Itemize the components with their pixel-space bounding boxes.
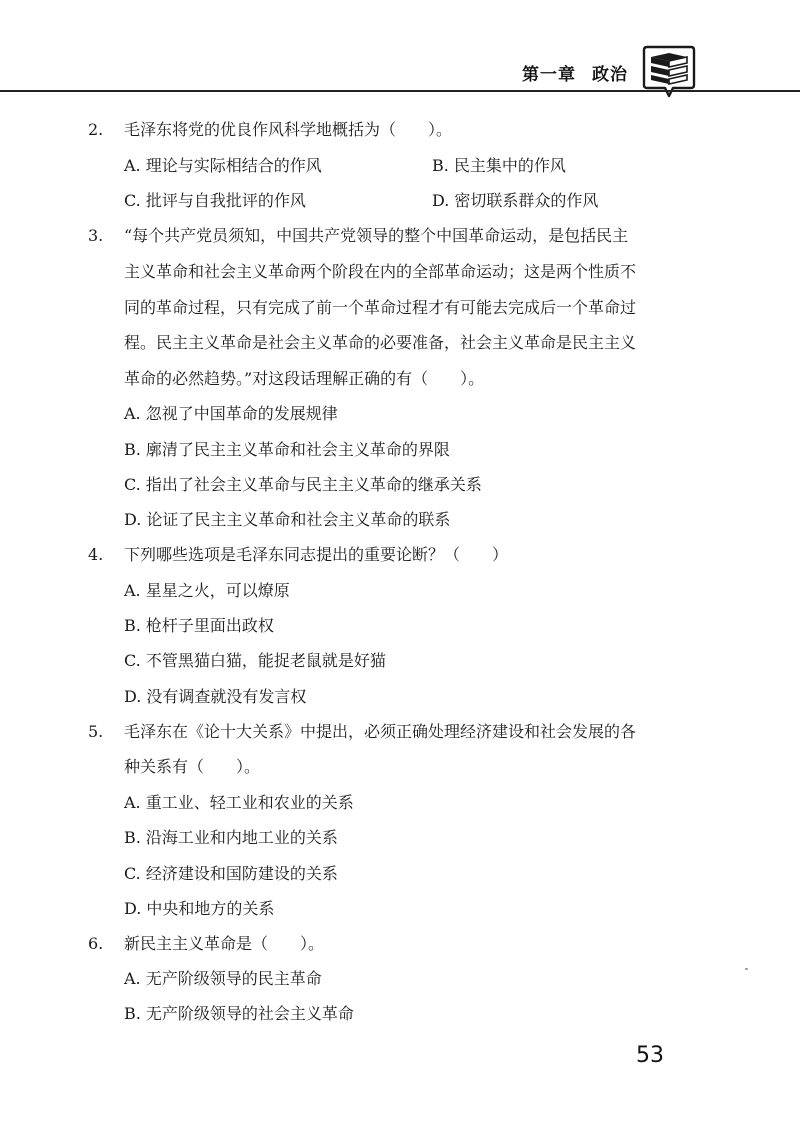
- page-header: [0, 0, 800, 110]
- question-stem-line: 毛泽东在《论十大关系》中提出，必须正确处理经济建设和社会发展的各: [124, 722, 637, 741]
- question-option: C. 指出了社会主义革命与民主主义革命的继承关系: [124, 475, 482, 494]
- question-number: 6.: [88, 934, 104, 953]
- question-stem-line: “每个共产党员须知，中国共产党领导的整个中国革命运动，是包括民主: [124, 226, 629, 245]
- question-option: C. 经济建设和国防建设的关系: [124, 864, 338, 883]
- section-label: 政治: [592, 65, 628, 85]
- question-option: A. 星星之火，可以燎原: [124, 581, 290, 600]
- question-option: B. 廓清了民主主义革命和社会主义革命的界限: [124, 440, 450, 459]
- question-option: D. 论证了民主主义革命和社会主义革命的联系: [124, 510, 451, 529]
- question-number: 4.: [88, 545, 104, 564]
- question-stem-line: 新民主主义革命是（ ）。: [124, 934, 325, 953]
- question-stem-line: 主义革命和社会主义革命两个阶段在内的全部革命运动；这是两个性质不: [124, 262, 637, 281]
- question-option: B. 枪杆子里面出政权: [124, 616, 274, 635]
- question-stem-line: 下列哪些选项是毛泽东同志提出的重要论断？（ ）: [124, 545, 509, 564]
- question-option: B. 民主集中的作风: [432, 156, 566, 175]
- question-option: A. 无产阶级领导的民主革命: [124, 969, 322, 988]
- question-stem-line: 同的革命过程，只有完成了前一个革命过程才有可能去完成后一个革命过: [124, 298, 637, 317]
- chapter-label: 第一章: [522, 65, 576, 85]
- question-option: D. 没有调查就没有发言权: [124, 687, 307, 706]
- question-option: D. 密切联系群众的作风: [432, 191, 599, 210]
- question-option: D. 中央和地方的关系: [124, 899, 275, 918]
- page-number: 53: [636, 1043, 664, 1068]
- question-option: A. 理论与实际相结合的作风: [124, 156, 322, 175]
- question-number: 2.: [88, 120, 104, 139]
- question-option: C. 不管黑猫白猫，能捉老鼠就是好猫: [124, 651, 386, 670]
- header-divider: [0, 90, 800, 92]
- question-number: 3.: [88, 226, 104, 245]
- question-option: B. 沿海工业和内地工业的关系: [124, 828, 338, 847]
- question-option: A. 忽视了中国革命的发展规律: [124, 404, 338, 423]
- chapter-title: [492, 60, 628, 85]
- question-stem-line: 程。民主主义革命是社会主义革命的必要准备，社会主义革命是民主主义: [124, 333, 637, 352]
- question-option: B. 无产阶级领导的社会主义革命: [124, 1004, 354, 1023]
- question-number: 5.: [88, 722, 104, 741]
- question-option: A. 重工业、轻工业和农业的关系: [124, 793, 354, 812]
- question-stem-line: 毛泽东将党的优良作风科学地概括为（ ）。: [124, 120, 453, 139]
- question-stem-line: 革命的必然趋势。”对这段话理解正确的有（ ）。: [124, 369, 485, 388]
- question-option: C. 批评与自我批评的作风: [124, 191, 306, 210]
- question-stem-line: 种关系有（ ）。: [124, 757, 261, 776]
- scan-speck: [745, 968, 748, 970]
